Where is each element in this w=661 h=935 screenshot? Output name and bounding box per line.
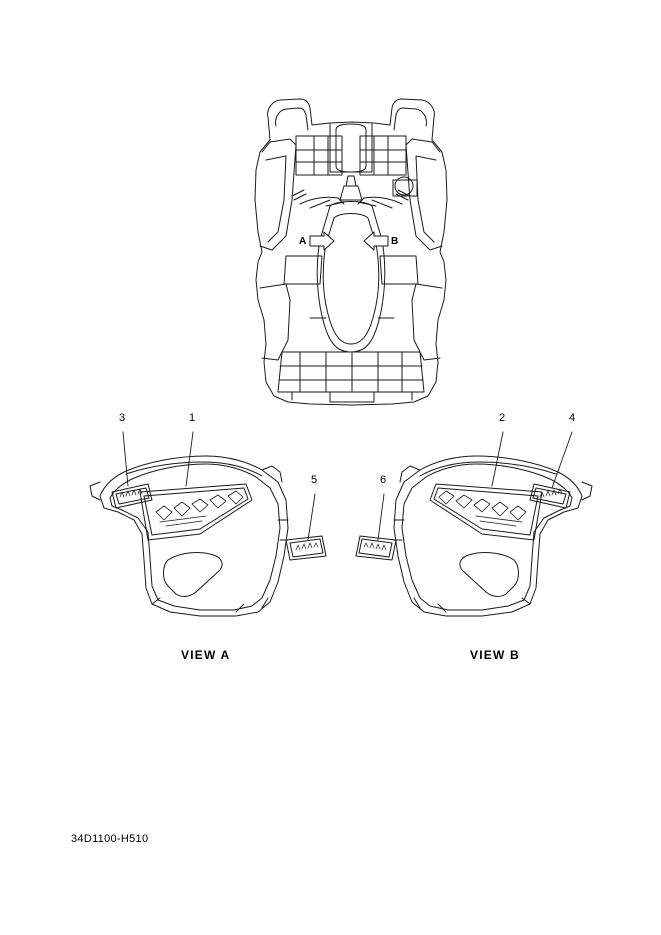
marker-letter-a: A <box>299 236 307 247</box>
callout-number-5: 5 <box>311 474 318 486</box>
callout-number-3: 3 <box>119 412 126 424</box>
view-a-label: VIEW A <box>181 648 231 662</box>
view-b-label: VIEW B <box>470 648 520 662</box>
view-a-small-decal <box>286 536 326 560</box>
callout-leader-lines <box>123 432 572 540</box>
callout-number-1: 1 <box>189 412 196 424</box>
callout-number-6: 6 <box>380 474 387 486</box>
callout-number-4: 4 <box>569 412 576 424</box>
marker-arrow-b <box>364 232 388 250</box>
marker-letter-b: B <box>391 236 399 247</box>
view-a-drawing <box>90 456 288 616</box>
part-code: 34D1100-H510 <box>71 833 149 845</box>
atv-top-view-drawing <box>255 99 447 405</box>
callout-number-2: 2 <box>499 412 506 424</box>
view-b-small-decal <box>356 536 396 560</box>
